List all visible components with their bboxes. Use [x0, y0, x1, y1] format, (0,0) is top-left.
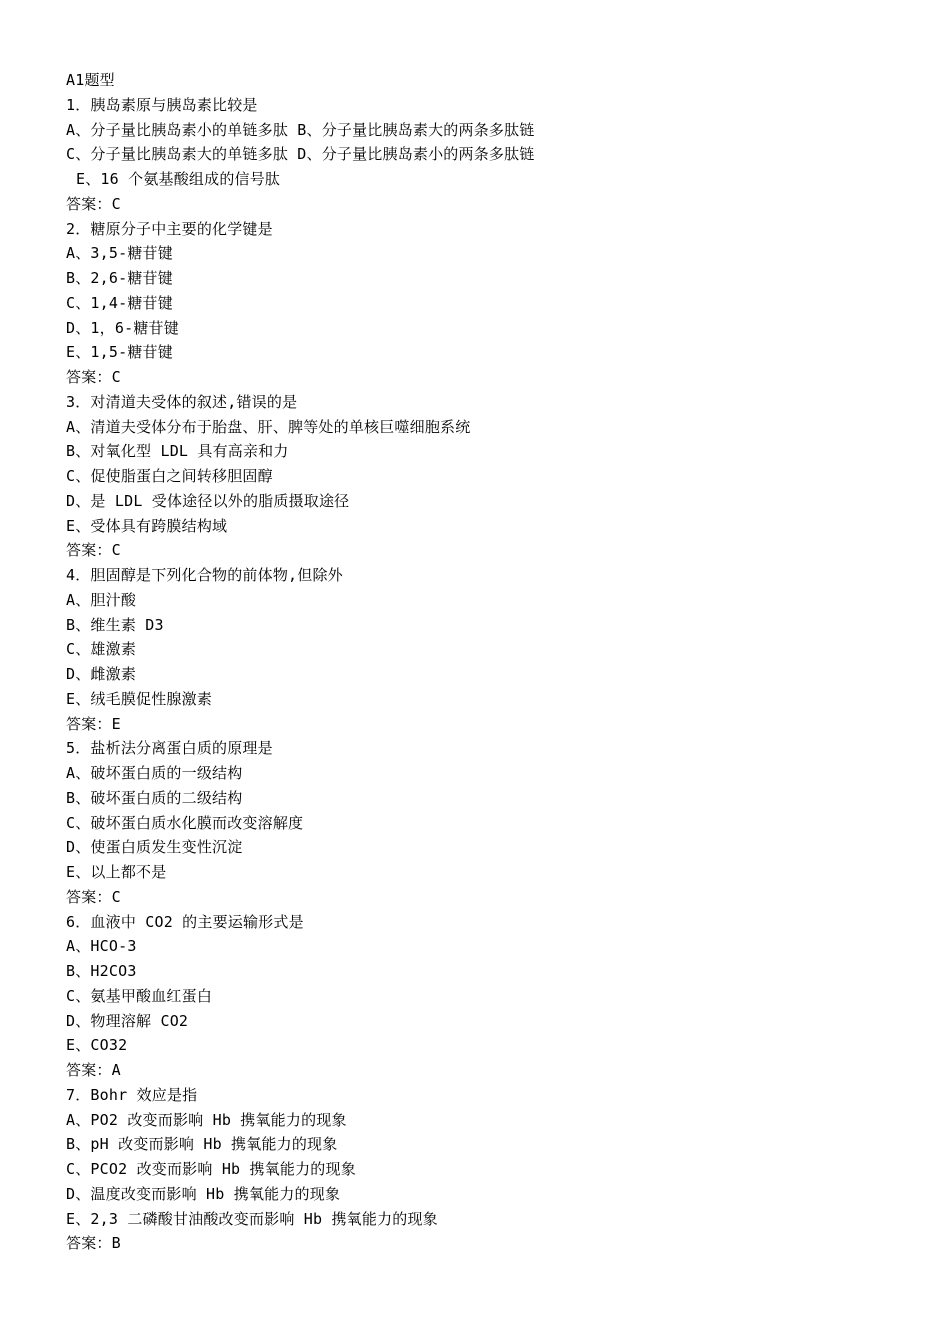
question-stem: 4．胆固醇是下列化合物的前体物,但除外	[66, 566, 343, 584]
question-stem: 6．血液中 CO2 的主要运输形式是	[66, 912, 304, 931]
option-line: D、物理溶解 CO2	[66, 1011, 189, 1030]
option-line: C、促使脂蛋白之间转移胆固醇	[66, 467, 273, 485]
option-line: E、绒毛膜促性腺激素	[66, 689, 213, 708]
answer-line: 答案：C	[66, 368, 121, 386]
option-line: E、16 个氨基酸组成的信号肽	[76, 170, 281, 188]
option-line: B、破坏蛋白质的二级结构	[66, 788, 243, 807]
option-line: A、HCO-3	[66, 937, 137, 956]
option-line: D、使蛋白质发生变性沉淀	[66, 838, 243, 857]
answer-line: 答案：C	[66, 887, 121, 906]
question-block	[66, 563, 906, 736]
option-line: C、破坏蛋白质水化膜而改变溶解度	[66, 813, 304, 832]
option-line: A、清道夫受体分布于胎盘、肝、脾等处的单核巨噬细胞系统	[66, 417, 471, 436]
question-block	[66, 390, 906, 563]
option-line: E、2,3 二磷酸甘油酸改变而影响 Hb 携氧能力的现象	[66, 1209, 438, 1228]
question-block	[66, 910, 906, 1083]
option-line: E、受体具有跨膜结构域	[66, 516, 228, 535]
option-line: E、CO32	[66, 1036, 128, 1055]
option-line: C、分子量比胰岛素大的单链多肽 D、分子量比胰岛素小的两条多肽链	[66, 145, 535, 164]
option-line: A、破坏蛋白质的一级结构	[66, 764, 243, 782]
option-line: B、2,6-糖苷键	[66, 269, 173, 287]
question-stem: 1．胰岛素原与胰岛素比较是	[66, 95, 258, 114]
answer-line: 答案：C	[66, 194, 121, 213]
question-stem: 5．盐析法分离蛋白质的原理是	[66, 739, 273, 758]
option-line: B、对氧化型 LDL 具有高亲和力	[66, 442, 289, 461]
answer-line: 答案：C	[66, 541, 121, 560]
option-line: C、PCO2 改变而影响 Hb 携氧能力的现象	[66, 1160, 356, 1178]
option-line: A、分子量比胰岛素小的单链多肽 B、分子量比胰岛素大的两条多肽链	[66, 120, 535, 139]
option-line: B、H2CO3	[66, 962, 137, 980]
document-body	[66, 68, 906, 1256]
question-block	[66, 93, 906, 217]
option-line: E、1,5-糖苷键	[66, 343, 173, 362]
option-line: E、以上都不是	[66, 863, 167, 881]
answer-line: 答案：A	[66, 1061, 121, 1079]
question-block	[66, 736, 906, 909]
option-line: D、雌激素	[66, 665, 137, 683]
section-title: A1题型	[66, 71, 115, 89]
option-line: D、温度改变而影响 Hb 携氧能力的现象	[66, 1184, 341, 1203]
question-stem: 2．糖原分子中主要的化学键是	[66, 219, 273, 238]
question-stem: 3．对清道夫受体的叙述,错误的是	[66, 392, 298, 411]
option-line: C、1,4-糖苷键	[66, 293, 173, 312]
option-line: A、3,5-糖苷键	[66, 244, 173, 263]
option-line: C、氨基甲酸血红蛋白	[66, 986, 213, 1005]
option-line: D、1，6-糖苷键	[66, 318, 179, 337]
answer-line: 答案：E	[66, 714, 121, 733]
question-block	[66, 217, 906, 390]
answer-line: 答案：B	[66, 1234, 121, 1253]
option-line: B、维生素 D3	[66, 615, 164, 634]
option-line: C、雄激素	[66, 640, 137, 659]
option-line: A、胆汁酸	[66, 590, 137, 609]
option-line: D、是 LDL 受体途径以外的脂质摄取途径	[66, 491, 350, 510]
option-line: B、pH 改变而影响 Hb 携氧能力的现象	[66, 1135, 338, 1154]
question-stem: 7．Bohr 效应是指	[66, 1085, 198, 1104]
option-line: A、PO2 改变而影响 Hb 携氧能力的现象	[66, 1110, 347, 1129]
question-block	[66, 1083, 906, 1256]
